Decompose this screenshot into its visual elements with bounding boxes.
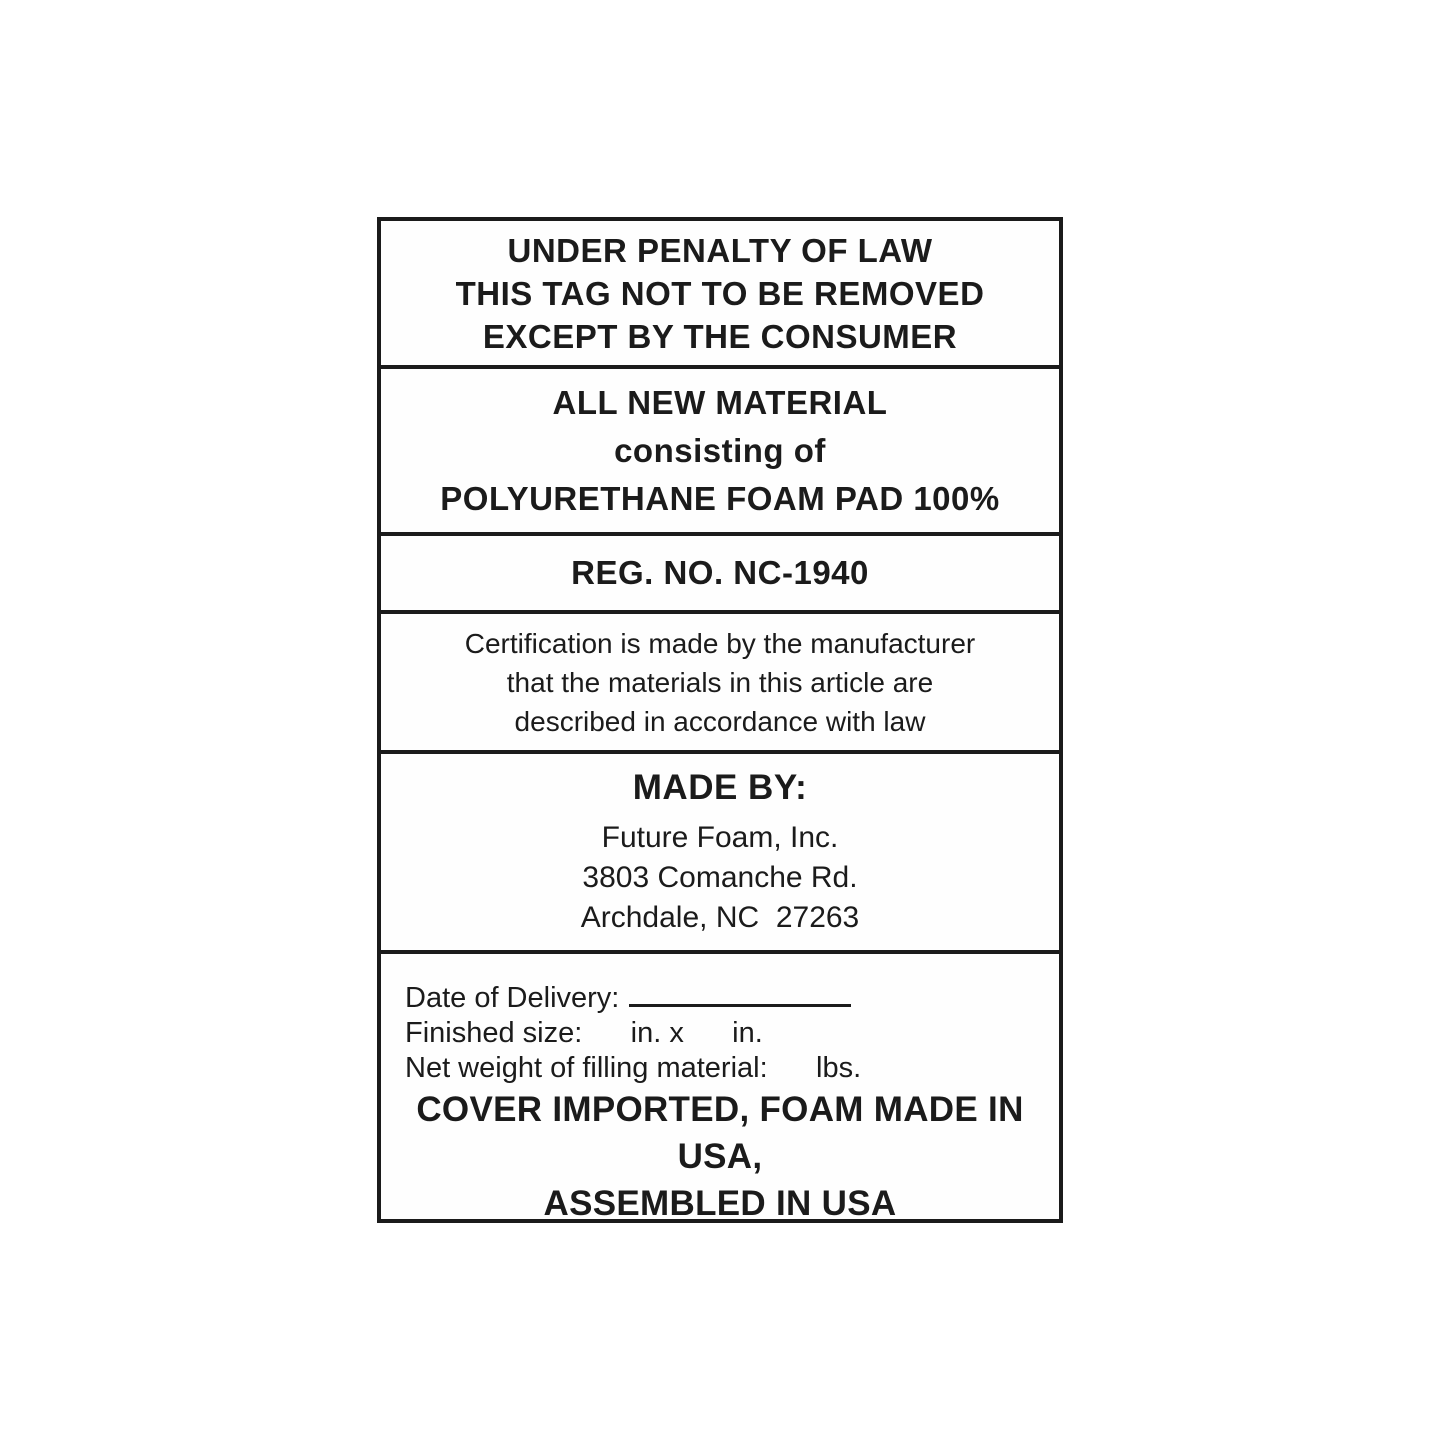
date-of-delivery-blank: [629, 978, 851, 1007]
manufacturer-street: 3803 Comanche Rd.: [582, 861, 858, 894]
certification-line: that the materials in this article are: [506, 666, 934, 698]
registration-number: REG. NO. NC-1940: [571, 554, 869, 591]
penalty-line: UNDER PENALTY OF LAW: [507, 231, 933, 269]
origin-line: COVER IMPORTED, FOAM MADE IN USA,: [416, 1090, 1024, 1176]
date-of-delivery-label: Date of Delivery:: [405, 982, 620, 1014]
made-by-heading: MADE BY:: [632, 768, 808, 807]
material-section: [381, 365, 1059, 532]
certification-line: Certification is made by the manufacturer: [464, 627, 976, 659]
material-line: consisting of: [614, 431, 826, 469]
penalty-line: EXCEPT BY THE CONSUMER: [482, 317, 958, 355]
origin-line: ASSEMBLED IN USA: [543, 1184, 897, 1219]
finished-size-row: Finished size: in. x in.: [405, 1017, 763, 1049]
material-line: ALL NEW MATERIAL: [552, 383, 888, 421]
material-line: POLYURETHANE FOAM PAD 100%: [440, 479, 1000, 517]
certification-section: [381, 610, 1059, 750]
manufacturer-name: Future Foam, Inc.: [601, 821, 839, 854]
date-of-delivery-row: [405, 978, 1035, 1016]
manufacturer-city-state-zip: Archdale, NC 27263: [580, 901, 860, 934]
penalty-section: [381, 221, 1059, 365]
made-by-section: [381, 750, 1059, 950]
details-section: [381, 950, 1059, 1219]
net-weight-row: Net weight of filling material: lbs.: [405, 1052, 862, 1084]
penalty-line: THIS TAG NOT TO BE REMOVED: [455, 274, 985, 312]
registration-section: [381, 532, 1059, 610]
certification-line: described in accordance with law: [514, 705, 926, 737]
origin-statement: [405, 1086, 1035, 1219]
law-label-tag: [377, 217, 1063, 1223]
